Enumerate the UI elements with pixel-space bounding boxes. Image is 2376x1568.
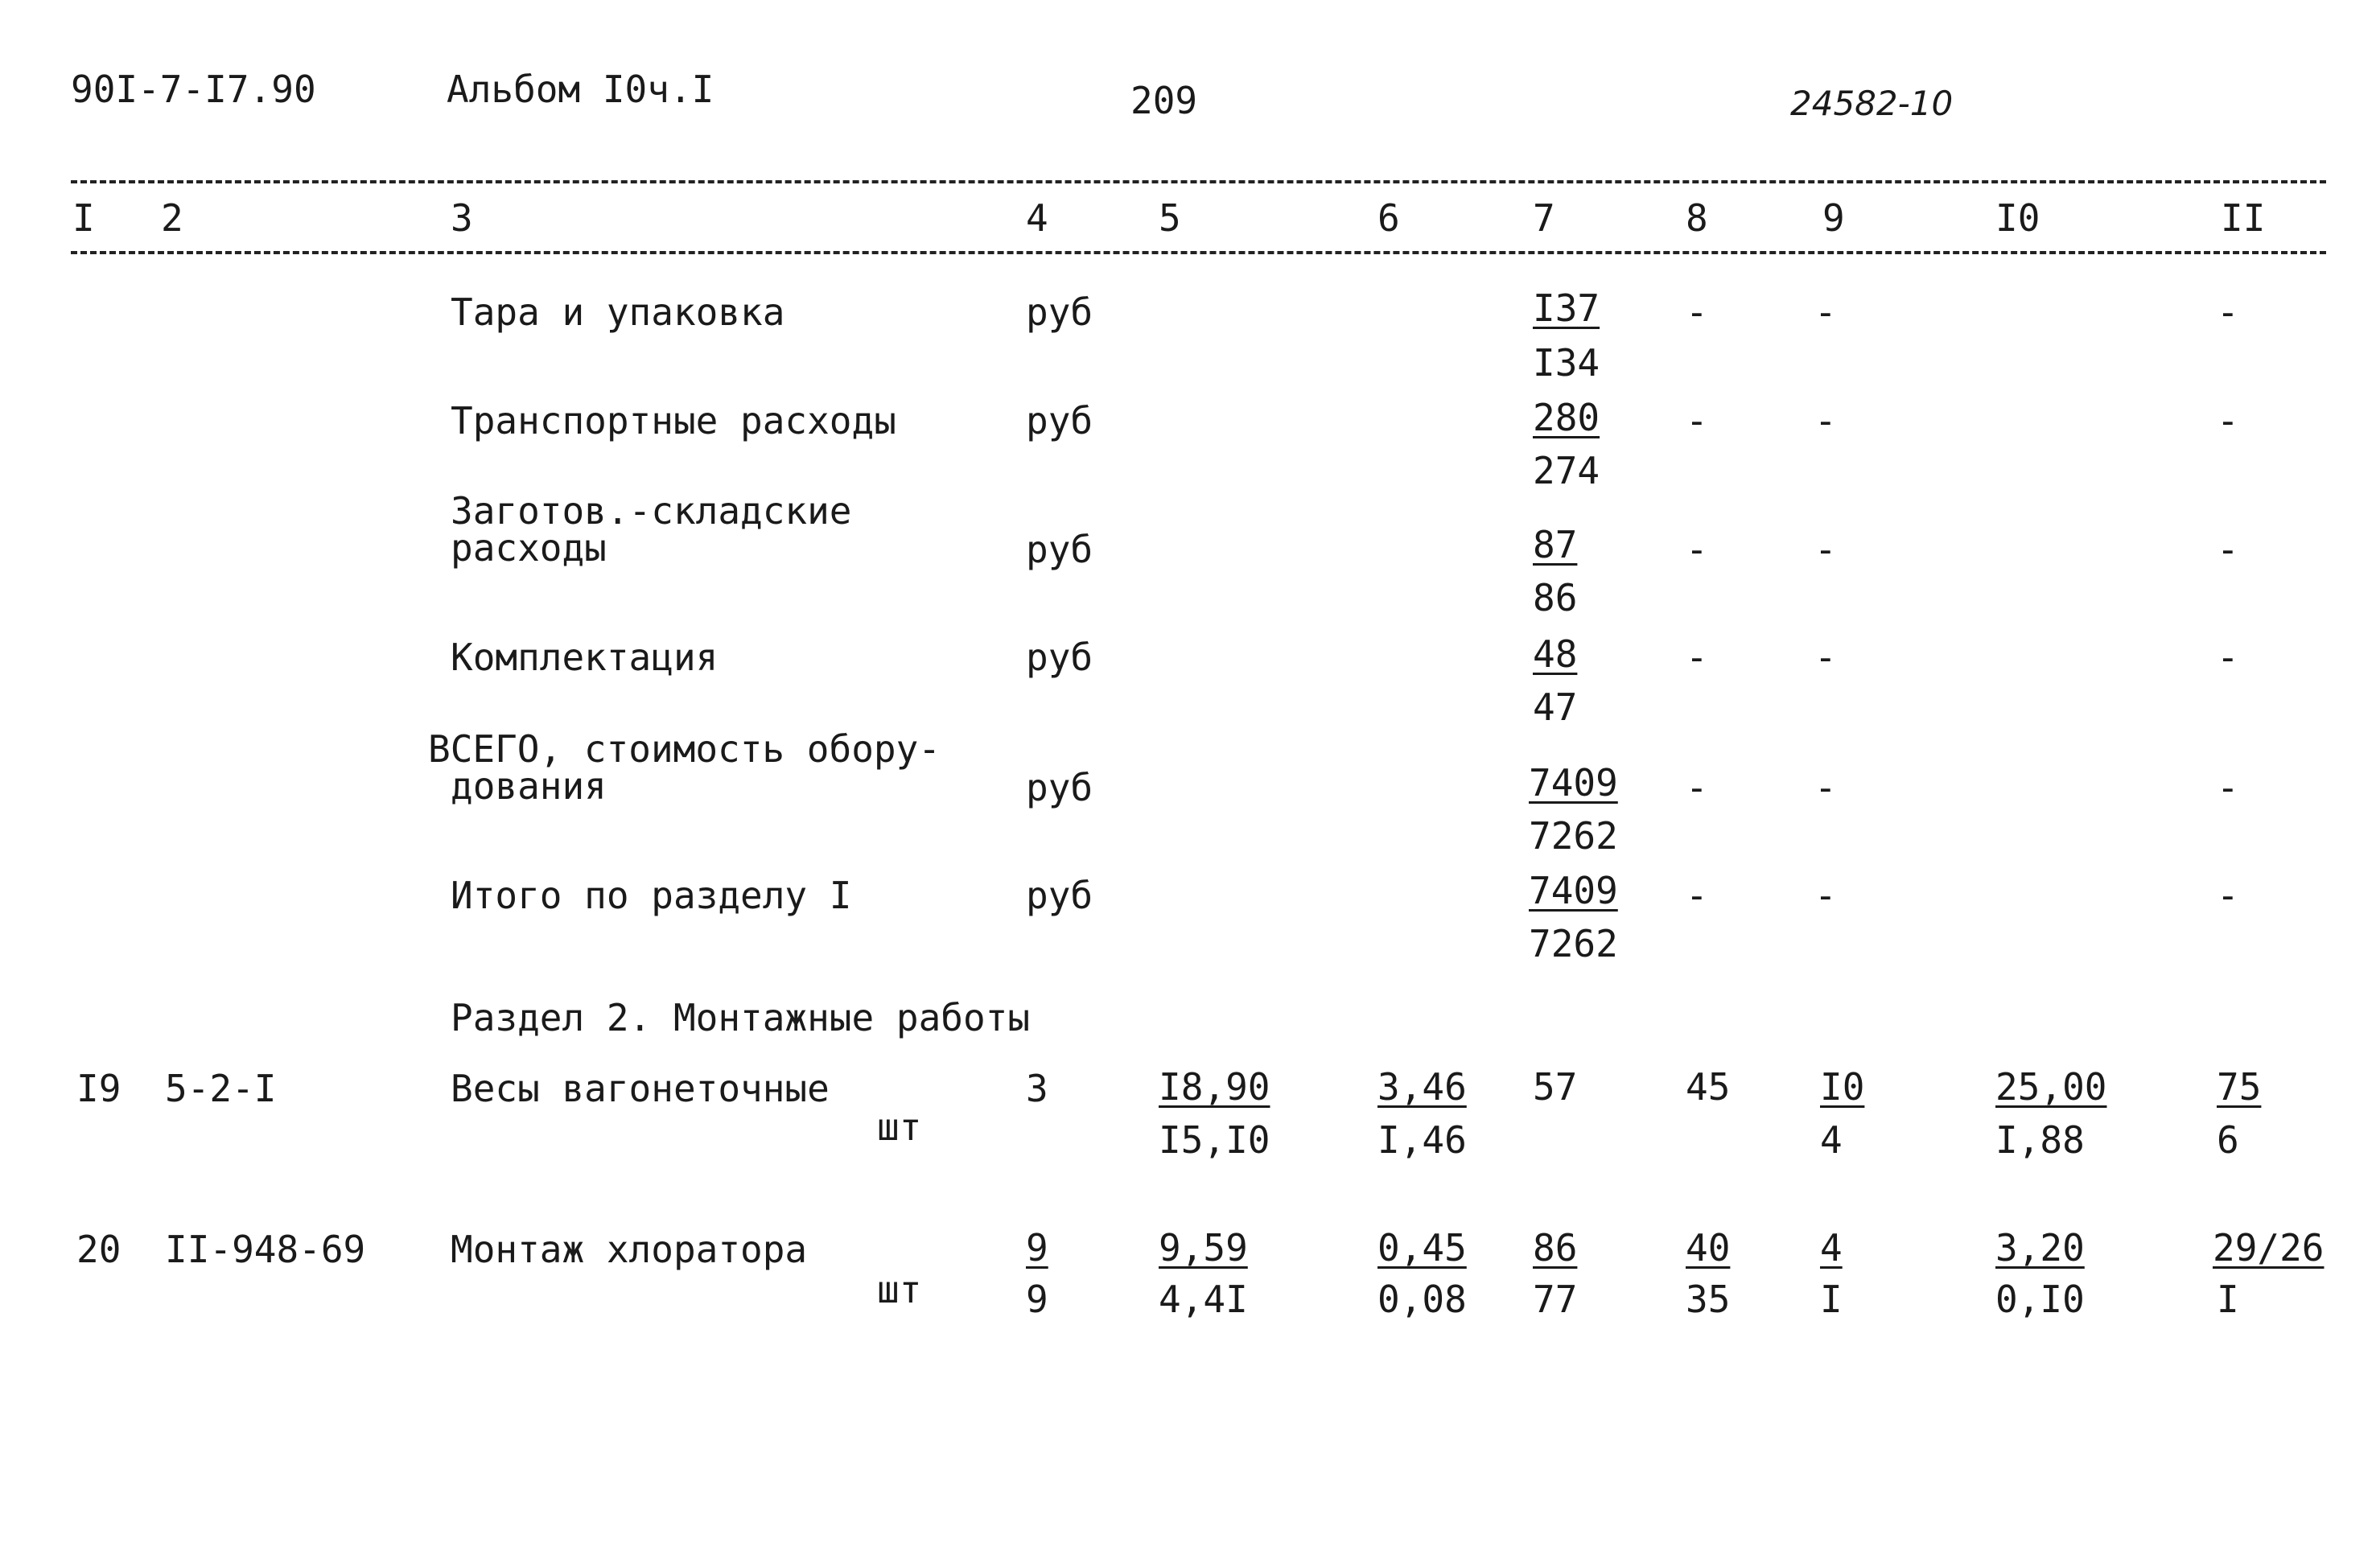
section-title: Раздел 2. Монтажные работы bbox=[451, 996, 1031, 1039]
item-name-line1: ВСЕГО, стоимость обору- bbox=[428, 727, 941, 771]
col7-top-value: I37 bbox=[1533, 286, 1600, 330]
header-divider-top bbox=[71, 180, 2326, 183]
col10-bottom-value: I,88 bbox=[1995, 1118, 2085, 1162]
item-name-line2: дования bbox=[451, 764, 607, 808]
col8-dash: - bbox=[1686, 766, 1708, 809]
col6-top-value: 3,46 bbox=[1377, 1065, 1467, 1109]
column-header-3: 3 bbox=[451, 196, 473, 240]
column-header-7: 7 bbox=[1533, 196, 1555, 240]
item-name-line2: расходы bbox=[451, 526, 607, 570]
col8-value: 45 bbox=[1686, 1065, 1731, 1109]
col11-dash: - bbox=[2217, 290, 2239, 334]
col7-top-value: 280 bbox=[1533, 396, 1600, 439]
col7-bottom-value: 86 bbox=[1533, 576, 1578, 619]
col9-dash: - bbox=[1814, 399, 1837, 442]
col9-dash: - bbox=[1814, 874, 1837, 917]
col11-dash: - bbox=[2217, 528, 2239, 571]
column-header-4: 4 bbox=[1026, 196, 1048, 240]
col7-bottom-value: 77 bbox=[1533, 1278, 1578, 1321]
col11-bottom-value: I bbox=[2217, 1278, 2239, 1321]
item-name: Монтаж хлоратора bbox=[451, 1228, 808, 1271]
col5-bottom-value: I5,I0 bbox=[1159, 1118, 1270, 1162]
col9-bottom-value: I bbox=[1820, 1278, 1843, 1321]
col5-top-value: 9,59 bbox=[1159, 1226, 1248, 1270]
col8-dash: - bbox=[1686, 636, 1708, 679]
col11-dash: - bbox=[2217, 636, 2239, 679]
item-unit: руб bbox=[1026, 636, 1093, 679]
col9-dash: - bbox=[1814, 528, 1837, 571]
item-unit: руб bbox=[1026, 290, 1093, 334]
col4-quantity: 3 bbox=[1026, 1067, 1048, 1110]
col9-bottom-value: 4 bbox=[1820, 1118, 1843, 1162]
column-header-1: I bbox=[72, 196, 95, 240]
col8-dash: - bbox=[1686, 399, 1708, 442]
item-unit: шт bbox=[877, 1268, 922, 1311]
col9-dash: - bbox=[1814, 636, 1837, 679]
col4-bottom-value: 9 bbox=[1026, 1278, 1048, 1321]
document-code: 90I-7-I7.90 bbox=[71, 68, 316, 111]
row-code: II-948-69 bbox=[165, 1228, 366, 1271]
col8-top-value: 40 bbox=[1686, 1226, 1731, 1270]
col7-bottom-value: 7262 bbox=[1529, 922, 1618, 965]
column-header-10: I0 bbox=[1995, 196, 2040, 240]
row-number: 20 bbox=[76, 1228, 121, 1271]
col8-dash: - bbox=[1686, 528, 1708, 571]
col9-dash: - bbox=[1814, 290, 1837, 334]
item-name: Весы вагонеточные bbox=[451, 1067, 830, 1110]
col7-top-value: 86 bbox=[1533, 1226, 1578, 1270]
col11-bottom-value: 6 bbox=[2217, 1118, 2239, 1162]
col7-bottom-value: 47 bbox=[1533, 685, 1578, 729]
col7-value: 57 bbox=[1533, 1065, 1578, 1109]
col9-top-value: I0 bbox=[1820, 1065, 1865, 1109]
col10-top-value: 25,00 bbox=[1995, 1065, 2107, 1109]
col7-bottom-value: 7262 bbox=[1529, 814, 1618, 858]
col6-bottom-value: 0,08 bbox=[1377, 1278, 1467, 1321]
col11-dash: - bbox=[2217, 874, 2239, 917]
col8-bottom-value: 35 bbox=[1686, 1278, 1731, 1321]
col8-dash: - bbox=[1686, 290, 1708, 334]
col11-dash: - bbox=[2217, 766, 2239, 809]
col4-top-value: 9 bbox=[1026, 1226, 1048, 1270]
item-name-line1: Заготов.-складские bbox=[451, 489, 852, 533]
col7-bottom-value: I34 bbox=[1533, 341, 1600, 385]
col6-top-value: 0,45 bbox=[1377, 1226, 1467, 1270]
col7-top-value: 48 bbox=[1533, 632, 1578, 676]
page-number: 209 bbox=[1130, 79, 1198, 122]
column-header-8: 8 bbox=[1686, 196, 1708, 240]
col7-top-value: 7409 bbox=[1529, 869, 1618, 912]
col10-top-value: 3,20 bbox=[1995, 1226, 2085, 1270]
column-header-5: 5 bbox=[1159, 196, 1181, 240]
col7-bottom-value: 274 bbox=[1533, 449, 1600, 492]
col11-dash: - bbox=[2217, 399, 2239, 442]
col11-top-value: 75 bbox=[2217, 1065, 2262, 1109]
col8-dash: - bbox=[1686, 874, 1708, 917]
column-header-11: II bbox=[2221, 196, 2266, 240]
column-header-2: 2 bbox=[161, 196, 183, 240]
col7-top-value: 7409 bbox=[1529, 761, 1618, 805]
column-header-6: 6 bbox=[1377, 196, 1400, 240]
col11-top-value: 29/26 bbox=[2213, 1226, 2325, 1270]
item-name: Комплектация bbox=[451, 636, 719, 679]
col5-top-value: I8,90 bbox=[1159, 1065, 1270, 1109]
item-unit: руб bbox=[1026, 874, 1093, 917]
item-name: Итого по разделу I bbox=[451, 874, 852, 917]
handwritten-number: 24582-10 bbox=[1790, 84, 1954, 123]
item-unit: руб bbox=[1026, 528, 1093, 571]
col9-dash: - bbox=[1814, 766, 1837, 809]
row-number: I9 bbox=[76, 1067, 121, 1110]
item-name: Транспортные расходы bbox=[451, 399, 896, 442]
column-header-9: 9 bbox=[1822, 196, 1845, 240]
header-divider-bottom bbox=[71, 251, 2326, 254]
album-label: Альбом I0ч.I bbox=[447, 68, 714, 111]
col10-bottom-value: 0,I0 bbox=[1995, 1278, 2085, 1321]
item-unit: руб bbox=[1026, 766, 1093, 809]
item-unit: руб bbox=[1026, 399, 1093, 442]
col5-bottom-value: 4,4I bbox=[1159, 1278, 1248, 1321]
item-name: Тара и упаковка bbox=[451, 290, 785, 334]
row-code: 5-2-I bbox=[165, 1067, 277, 1110]
col9-top-value: 4 bbox=[1820, 1226, 1843, 1270]
col6-bottom-value: I,46 bbox=[1377, 1118, 1467, 1162]
col7-top-value: 87 bbox=[1533, 523, 1578, 566]
item-unit: шт bbox=[877, 1105, 922, 1149]
